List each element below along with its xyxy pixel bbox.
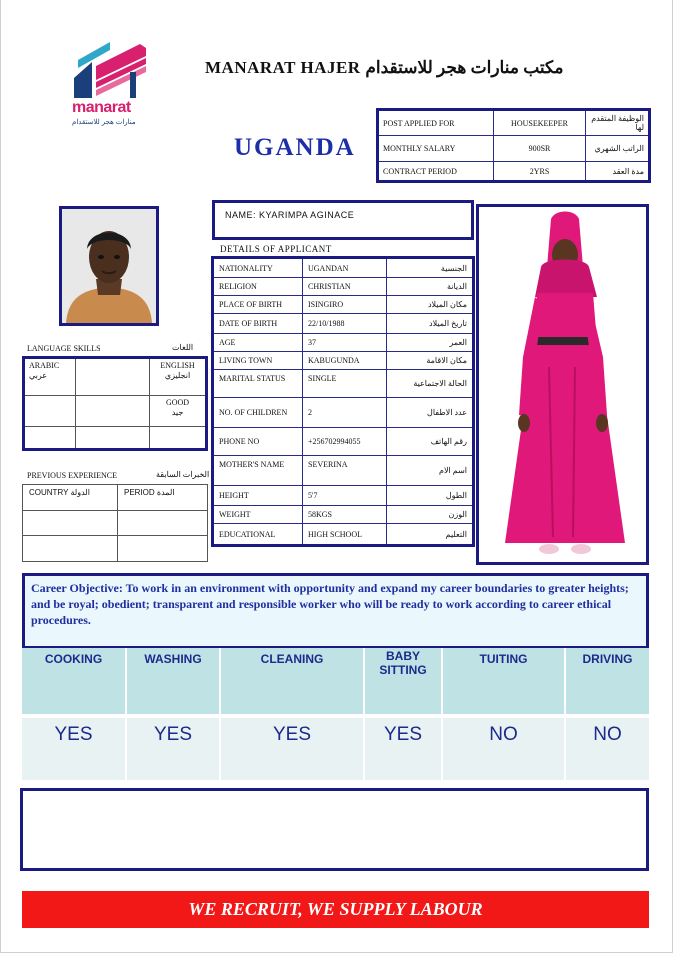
detail-value: ISINGIRO xyxy=(303,296,387,314)
detail-label: LIVING TOWN xyxy=(213,352,303,370)
detail-label: PLACE OF BIRTH xyxy=(213,296,303,314)
detail-arabic: اسم الام xyxy=(387,456,474,486)
skill-value: NO xyxy=(565,718,649,780)
english-level: GOOD xyxy=(165,397,190,407)
detail-value: HIGH SCHOOL xyxy=(303,524,387,546)
skill-value: NO xyxy=(442,718,565,780)
language-skills-table xyxy=(22,356,208,451)
english-label-ar: انجليزي xyxy=(164,371,191,380)
language-skills-caption: LANGUAGE SKILLS xyxy=(27,344,101,353)
full-photo-image xyxy=(479,207,646,562)
post-row xyxy=(378,110,650,136)
skills-table xyxy=(22,648,649,780)
detail-value: 2 xyxy=(303,398,387,428)
detail-arabic: الوزن xyxy=(387,506,474,524)
experience-cell xyxy=(23,511,118,535)
detail-arabic: عدد الاطفال xyxy=(387,398,474,428)
footer-banner: WE RECRUIT, WE SUPPLY LABOUR xyxy=(22,891,649,928)
post-table xyxy=(376,108,651,183)
detail-label: WEIGHT xyxy=(213,506,303,524)
detail-value: SINGLE xyxy=(303,370,387,398)
post-label: POST APPLIED FOR xyxy=(378,110,494,136)
details-caption: DETAILS OF APPLICANT xyxy=(220,244,332,254)
post-arabic: الوظيفة المتقدم لها xyxy=(586,110,650,136)
career-objective: Career Objective: To work in an environment with opportunity and expand my career boundaries to greater heights; and be royal; obedient; transparent and responsible worker who will be ready to work according to career ethical procedures. xyxy=(22,573,649,649)
skill-header: BABY SITTING xyxy=(364,648,442,714)
experience-cell xyxy=(23,535,118,561)
language-skills-caption-ar: اللغات xyxy=(172,343,194,352)
detail-arabic: الحالة الاجتماعية xyxy=(387,370,474,398)
portrait-image xyxy=(62,209,156,323)
post-value: 900SR xyxy=(494,136,586,162)
detail-value: 22/10/1988 xyxy=(303,314,387,334)
notes-box xyxy=(20,788,649,871)
detail-value: 37 xyxy=(303,334,387,352)
detail-label: PHONE NO xyxy=(213,428,303,456)
skill-header: CLEANING xyxy=(220,648,364,714)
skill-header: TUITING xyxy=(442,648,565,714)
detail-row xyxy=(213,258,474,278)
detail-row xyxy=(213,314,474,334)
detail-row xyxy=(213,398,474,428)
previous-experience-caption-ar: الخبرات السابقة xyxy=(156,470,210,479)
previous-experience-caption: PREVIOUS EXPERIENCE xyxy=(27,471,118,480)
detail-arabic: الطول xyxy=(387,486,474,506)
post-value: HOUSEKEEPER xyxy=(494,110,586,136)
detail-value: CHRISTIAN xyxy=(303,278,387,296)
detail-row xyxy=(213,370,474,398)
applicant-portrait xyxy=(59,206,159,326)
detail-row xyxy=(213,352,474,370)
skill-value: YES xyxy=(22,718,126,780)
english-level-ar: جيد xyxy=(171,407,184,417)
logo-tagline: منارات هجر للاستقدام xyxy=(72,119,136,126)
detail-arabic: رقم الهاتف xyxy=(387,428,474,456)
skill-header: COOKING xyxy=(22,648,126,714)
detail-value: UGANDAN xyxy=(303,258,387,278)
period-column-header: PERIOD المدة xyxy=(118,485,208,511)
skill-value: YES xyxy=(126,718,220,780)
detail-arabic: التعليم xyxy=(387,524,474,546)
arabic-label: ARABIC xyxy=(29,361,60,370)
detail-value: 58KGS xyxy=(303,506,387,524)
lang-cell xyxy=(24,395,76,427)
detail-label: MARITAL STATUS xyxy=(213,370,303,398)
lang-cell xyxy=(24,427,76,450)
detail-arabic: العمر xyxy=(387,334,474,352)
post-value: 2YRS xyxy=(494,162,586,182)
detail-row xyxy=(213,334,474,352)
detail-label: HEIGHT xyxy=(213,486,303,506)
skill-header: DRIVING xyxy=(565,648,649,714)
lang-cell xyxy=(76,395,150,427)
country-heading: UGANDA xyxy=(234,134,356,161)
applicant-full-photo xyxy=(476,204,649,565)
detail-value: 5'7 xyxy=(303,486,387,506)
detail-label: DATE OF BIRTH xyxy=(213,314,303,334)
detail-label: RELIGION xyxy=(213,278,303,296)
detail-row xyxy=(213,524,474,546)
lang-cell xyxy=(76,427,150,450)
detail-label: AGE xyxy=(213,334,303,352)
detail-row xyxy=(213,428,474,456)
detail-row xyxy=(213,278,474,296)
previous-experience-table xyxy=(22,484,208,562)
skill-value: YES xyxy=(220,718,364,780)
detail-value: +256702994055 xyxy=(303,428,387,456)
detail-row xyxy=(213,486,474,506)
detail-label: NATIONALITY xyxy=(213,258,303,278)
experience-cell xyxy=(118,535,208,561)
applicant-details-table xyxy=(211,256,475,547)
post-row xyxy=(378,162,650,182)
arabic-label-ar: عربي xyxy=(29,371,48,380)
detail-arabic: الديانة xyxy=(387,278,474,296)
post-arabic: مدة العقد xyxy=(586,162,650,182)
english-label-cell xyxy=(150,358,207,396)
country-column-header: COUNTRY الدولة xyxy=(23,485,118,511)
detail-label: NO. OF CHILDREN xyxy=(213,398,303,428)
detail-label: EDUCATIONAL xyxy=(213,524,303,546)
post-label: MONTHLY SALARY xyxy=(378,136,494,162)
applicant-name: NAME: KYARIMPA AGINACE xyxy=(212,200,474,240)
arabic-level xyxy=(76,358,150,396)
detail-arabic: تاريخ الميلاد xyxy=(387,314,474,334)
detail-label: MOTHER'S NAME xyxy=(213,456,303,486)
lang-cell xyxy=(150,427,207,450)
english-label: ENGLISH xyxy=(160,361,195,370)
detail-arabic: مكان الميلاد xyxy=(387,296,474,314)
detail-value: SEVERINA xyxy=(303,456,387,486)
skill-header: WASHING xyxy=(126,648,220,714)
detail-row xyxy=(213,506,474,524)
experience-cell xyxy=(118,511,208,535)
post-label: CONTRACT PERIOD xyxy=(378,162,494,182)
skill-value: YES xyxy=(364,718,442,780)
post-row xyxy=(378,136,650,162)
detail-row xyxy=(213,296,474,314)
arabic-label-cell xyxy=(24,358,76,396)
page-title: MANARAT HAJER مكتب منارات هجر للاستقدام xyxy=(205,58,564,77)
detail-value: KABUGUNDA xyxy=(303,352,387,370)
detail-row xyxy=(213,456,474,486)
detail-arabic: الجنسية xyxy=(387,258,474,278)
post-arabic: الراتب الشهري xyxy=(586,136,650,162)
logo-name: manarat xyxy=(72,99,131,116)
english-level-cell xyxy=(150,395,207,427)
detail-arabic: مكان الاقامة xyxy=(387,352,474,370)
